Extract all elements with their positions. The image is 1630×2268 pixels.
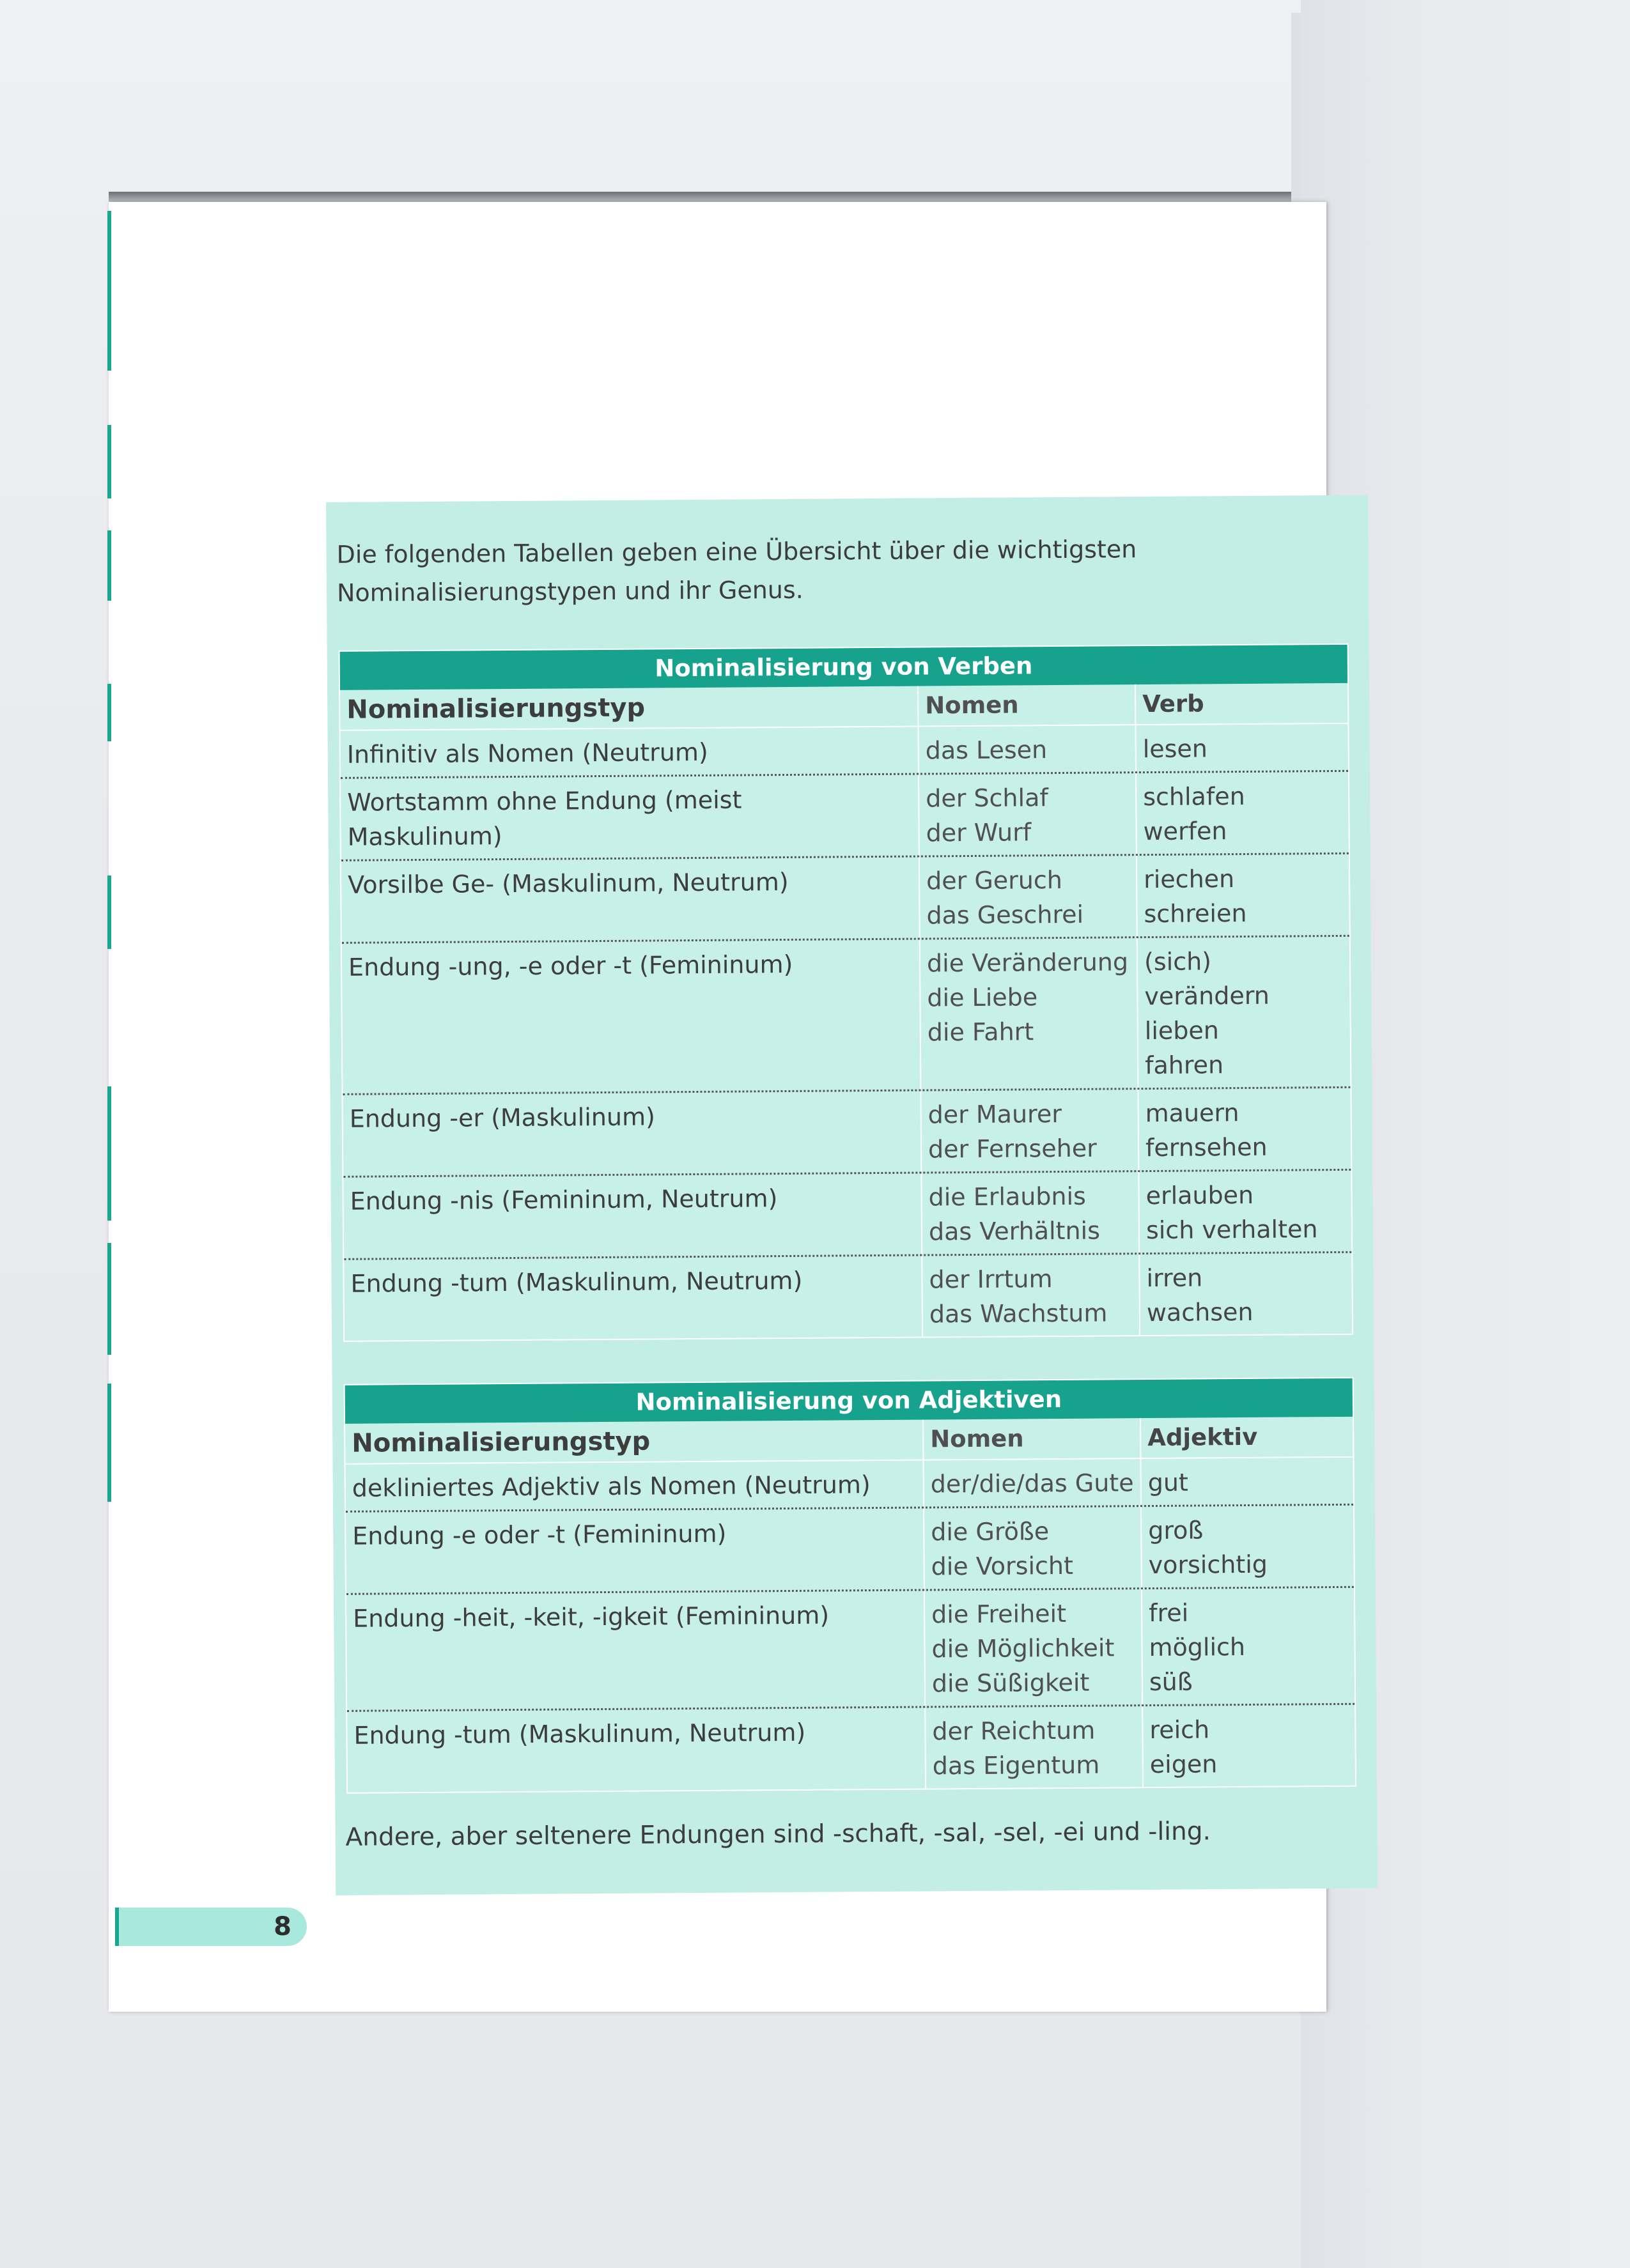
cell-base-line: schlafen — [1143, 782, 1245, 812]
cell-type-line: Endung -tum (Maskulinum, Neutrum) — [353, 1718, 806, 1750]
cell-base — [1140, 1253, 1352, 1335]
table-row — [346, 1458, 1353, 1513]
table-header-row — [340, 683, 1347, 731]
spine-accent-line — [107, 1384, 111, 1502]
cell-noun-line: das Lesen — [925, 736, 1048, 765]
cell-noun-line: die Fahrt — [927, 1017, 1034, 1047]
cell-noun-line: der Schlaf — [926, 783, 1048, 813]
cell-type-line: Maskulinum) — [347, 822, 502, 851]
cell-base-line: mauern — [1145, 1099, 1239, 1128]
cell-base — [1143, 1705, 1355, 1787]
cell-noun — [919, 773, 1137, 855]
column-header-type: Nominalisierungstyp — [340, 686, 919, 730]
cell-base-line: (sich) verändern — [1144, 947, 1269, 1011]
cell-noun-line: der/die/das Gute — [930, 1469, 1134, 1499]
cell-noun-line: der Wurf — [926, 818, 1032, 847]
cell-noun-line: das Eigentum — [932, 1750, 1100, 1780]
table-row — [343, 1171, 1351, 1260]
cell-base-line: reich — [1149, 1715, 1210, 1745]
cell-type-line: Wortstamm ohne Endung (meist — [347, 785, 742, 817]
cell-noun-line: der Irrtum — [929, 1265, 1053, 1294]
cell-base-line: frei — [1149, 1598, 1189, 1628]
cell-base — [1137, 854, 1349, 936]
table-title: Nominalisierung von Verben — [340, 645, 1347, 690]
page-number: 8 — [274, 1912, 291, 1941]
table-row — [346, 1506, 1354, 1595]
cell-noun-line: die Möglichkeit — [931, 1633, 1115, 1663]
cell-base-line: lesen — [1142, 734, 1208, 764]
cell-noun-line: der Maurer — [928, 1099, 1062, 1129]
cell-noun-line: die Süßigkeit — [931, 1668, 1090, 1698]
column-header-adjective: Adjektiv — [1147, 1423, 1258, 1452]
spine-accent-line — [107, 425, 111, 498]
cell-noun — [921, 1090, 1139, 1171]
document-page — [109, 202, 1326, 2012]
table-row — [340, 724, 1347, 779]
cell-noun-line: die Größe — [931, 1517, 1050, 1547]
cell-type — [346, 1509, 925, 1593]
table-row — [343, 1088, 1351, 1178]
cell-type — [346, 1461, 924, 1511]
table-row — [341, 772, 1349, 861]
cell-base-line: groß — [1148, 1516, 1204, 1545]
table-row — [344, 1253, 1352, 1341]
column-header-noun: Nomen — [924, 1418, 1141, 1459]
intro-line: Die folgenden Tabellen geben eine Übersicht über die wichtigsten — [336, 535, 1137, 569]
cell-noun — [922, 1254, 1140, 1336]
spine-accent-line — [107, 1243, 111, 1355]
cell-base-line: riechen — [1143, 865, 1235, 894]
cell-base — [1141, 1458, 1353, 1505]
table-header-row — [345, 1417, 1353, 1465]
cell-base-line: süß — [1149, 1667, 1193, 1697]
cell-type-line: dekliniertes Adjektiv als Nomen (Neutrum) — [352, 1470, 871, 1502]
cell-type-line: Endung -nis (Femininum, Neutrum) — [350, 1184, 778, 1215]
cell-noun-line: die Erlaubnis — [928, 1182, 1087, 1212]
cell-type — [344, 1256, 923, 1341]
table-adjective-nominalization — [344, 1377, 1356, 1794]
cell-type-line: Infinitiv als Nomen (Neutrum) — [346, 737, 708, 769]
cell-type-line: Vorsilbe Ge- (Maskulinum, Neutrum) — [348, 867, 789, 899]
page-tab-edge — [115, 1908, 119, 1946]
cell-type-line: Endung -ung, -e oder -t (Femininum) — [348, 950, 793, 982]
content-box — [326, 495, 1378, 1895]
cell-noun-line: die Veränderung — [926, 948, 1129, 978]
spine-accent-line — [107, 684, 111, 741]
cell-base-line: gut — [1147, 1468, 1189, 1497]
table-title: Nominalisierung von Adjektiven — [345, 1378, 1353, 1424]
cell-type — [341, 775, 920, 860]
cell-noun-line: das Verhältnis — [928, 1216, 1101, 1246]
column-header-noun: Nomen — [919, 684, 1136, 725]
cell-noun-line: der Geruch — [926, 865, 1063, 895]
cell-noun-line: der Reichtum — [932, 1716, 1096, 1746]
cell-noun-line: die Freiheit — [931, 1599, 1067, 1629]
cell-base — [1139, 1171, 1351, 1253]
cell-noun — [922, 1172, 1140, 1254]
spine-accent-line — [107, 1086, 111, 1221]
cell-base-line: fahren — [1145, 1051, 1224, 1080]
cell-noun-line: das Geschrei — [926, 900, 1084, 930]
table-row — [346, 1588, 1354, 1712]
cell-noun-line: die Liebe — [927, 983, 1038, 1012]
cell-noun — [925, 1589, 1143, 1706]
column-header-verb: Verb — [1142, 690, 1204, 718]
cell-base — [1136, 724, 1347, 771]
cell-base — [1142, 1588, 1354, 1704]
cell-type — [340, 727, 919, 777]
spine-accent-line — [107, 530, 111, 601]
cell-type-line: Endung -tum (Maskulinum, Neutrum) — [350, 1266, 803, 1298]
cell-base-line: eigen — [1149, 1750, 1218, 1779]
cell-type — [342, 940, 922, 1093]
cell-noun — [920, 856, 1138, 937]
cell-base-line: schreien — [1144, 899, 1247, 929]
spine-accent-line — [107, 211, 111, 371]
cell-type — [346, 1591, 926, 1710]
cell-base-line: irren — [1146, 1263, 1203, 1293]
cell-noun — [924, 1459, 1141, 1506]
cell-base — [1138, 937, 1351, 1088]
cell-base — [1137, 772, 1349, 854]
page-number-tab — [115, 1908, 307, 1946]
cell-base-line: vorsichtig — [1148, 1550, 1268, 1580]
cell-noun — [919, 725, 1136, 773]
cell-noun — [926, 1706, 1144, 1788]
cell-type — [341, 858, 920, 942]
table-row — [347, 1705, 1355, 1793]
table-body — [340, 724, 1352, 1341]
cell-type — [343, 1092, 922, 1176]
cell-type-line: Endung -heit, -keit, -igkeit (Femininum) — [353, 1601, 830, 1633]
cell-base-line: erlauben — [1145, 1180, 1254, 1210]
cell-noun-line: das Wachstum — [929, 1299, 1108, 1329]
cell-noun — [920, 938, 1139, 1089]
cell-type — [347, 1708, 926, 1792]
outro-text: Andere, aber seltenere Endungen sind -schaft, -sal, -sel, -ei und -ling. — [345, 1817, 1211, 1852]
intro-text — [336, 528, 1296, 612]
table-body — [346, 1458, 1356, 1793]
table-row — [341, 854, 1349, 944]
cell-base-line: sich verhalten — [1145, 1215, 1318, 1245]
table-row — [342, 937, 1351, 1095]
cell-type — [343, 1174, 922, 1258]
intro-line: Nominalisierungstypen und ihr Genus. — [336, 575, 803, 607]
cell-base-line: lieben — [1144, 1016, 1220, 1045]
cell-noun-line: der Fernseher — [928, 1134, 1097, 1164]
cell-base-line: werfen — [1143, 817, 1227, 846]
table-verb-nominalization — [339, 644, 1354, 1342]
cell-type-line: Endung -e oder -t (Femininum) — [352, 1519, 727, 1550]
cell-base-line: wachsen — [1146, 1297, 1254, 1327]
cell-noun-line: die Vorsicht — [931, 1551, 1074, 1581]
cell-base-line: möglich — [1149, 1633, 1246, 1662]
cell-type-line: Endung -er (Maskulinum) — [349, 1102, 656, 1133]
cell-base — [1142, 1506, 1354, 1587]
column-header-type: Nominalisierungstyp — [345, 1420, 924, 1463]
cell-base-line: fernsehen — [1145, 1132, 1268, 1162]
spine-accent-line — [107, 876, 111, 949]
cell-noun — [924, 1507, 1142, 1589]
cell-base — [1138, 1088, 1351, 1170]
